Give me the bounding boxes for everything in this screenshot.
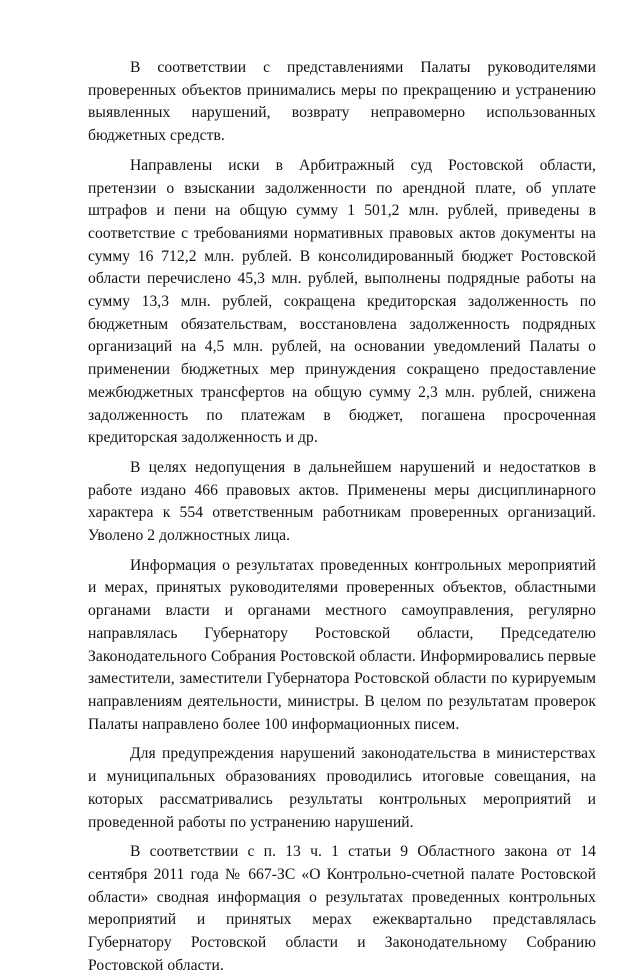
paragraph-legal-acts: В целях недопущения в дальнейшем нарушений и недостатков в работе издано 466 правовых актов. Применены меры дисциплинарного характера к 554 ответственным работникам проверенных организаций. Уволено 2 должностных лица. — [88, 458, 596, 545]
paragraph-remedial-measures: В соответствии с представлениями Палаты руководителями проверенных объектов принимались меры по прекращению и устранению выявленных нарушений, возврату неправомерно использованных бюджетных средств. — [88, 59, 596, 145]
paragraph-final-meetings: Для предупреждения нарушений законодательства в министерствах и муниципальных образованиях проводились итоговые совещания, на которых рассматривались результаты контрольных мероприятий и проведенной работы по устранению нарушений. — [88, 745, 596, 831]
paragraph-financial-results: Направлены иски в Арбитражный суд Ростовской области, претензии о взыскании задолженности по арендной плате, об уплате штрафов и пени на общую сумму 1 501,2 млн. рублей, приведены в соответствие с требованиями нормативных правовых актов документы на сумму 16 712,2 млн. рублей. В консолидированный бюджет Ростовской области перечислено 45,3 млн. рублей, выполнены подрядные работы на сумму 13,3 млн. рублей, сокращена кредиторская задолженность по бюджетным обязательствам, восстановлена задолженность подрядных организаций на 4,5 млн. рублей, на основании уведомлений Палаты о применении бюджетных мер принуждения сокращено предоставление межбюджетных трансфертов на общую сумму 2,3 млн. рублей, снижена задолженность по платежам в бюджет, погашена просроченная кредиторская задолженность и др. — [88, 156, 596, 447]
paragraph-quarterly-summary: В соответствии с п. 13 ч. 1 статьи 9 Областного закона от 14 сентября 2011 года № 667-ЗС «О Контрольно-счетной палате Ростовской области» сводная информация о результатах проведенных контрольных мероприятий и принятых мерах ежеквартально представлялась Губернатору Ростовской области и Законодательному Собранию Ростовской области. — [88, 843, 596, 974]
paragraph-information-reporting: Информация о результатах проведенных контрольных мероприятий и мерах, принятых руководителями проверенных объектов, областными органами власти и органами местного самоуправления, регулярно направлялась Губернатору Ростовской области, Председателю Законодательного Собрания Ростовской области. Информировались первые заместители, заместители Губернатора Ростовской области по курируемым направлениям деятельности, министры. В целом по результатам проверок Палаты направлено более 100 информационных писем. — [88, 556, 596, 733]
